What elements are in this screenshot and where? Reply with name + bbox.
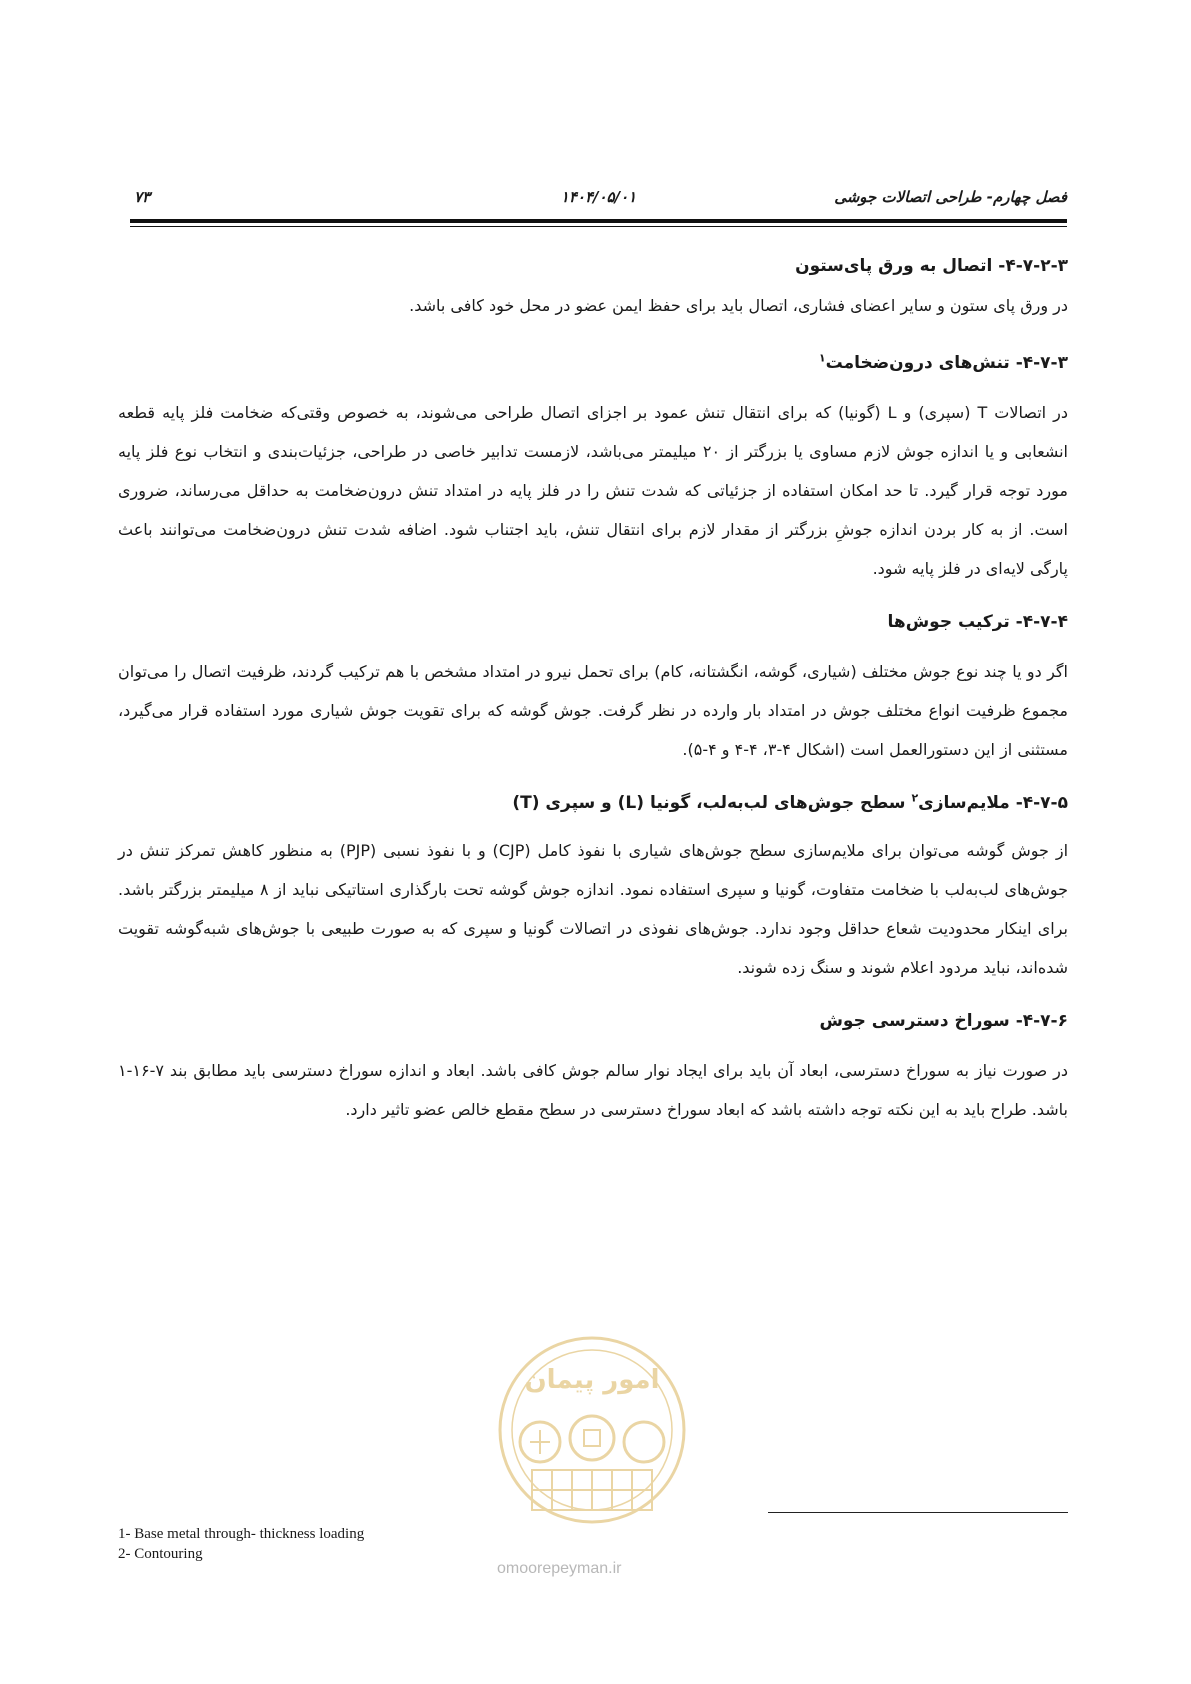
section-paragraph: در صورت نیاز به سوراخ دسترسی، ابعاد آن باید برای ایجاد نوار سالم جوش کافی باشد. ابعاد و اندازه سوراخ دسترسی باید مطابق بند ۷-۱۶-۱ باشد. طراح باید به این نکته توجه داشته باشد که ابعاد سوراخ دسترسی در سطح مقطع خالص عضو تاثیر دارد. — [118, 1061, 1068, 1119]
section-paragraph: از جوش گوشه می‌توان برای ملایم‌سازی سطح جوش‌های شیاری با نفوذ کامل (CJP) و با نفوذ نسبی (PJP) به منظور کاهش تمرکز تنش در جوش‌های لب‌به‌لب با ضخامت متفاوت، گونیا و سپری استفاده نمود. اندازه جوش گوشه تحت بارگذاری استاتیکی نباید از ۸ میلیمتر بزرگتر باشد. برای اینکار محدودیت شعاع حداقل وجود ندارد. جوش‌های نفوذی در اتصالات گونیا و سپری که به صورت طبیعی با جوش‌های شبه‌گوشه تقویت شده‌اند، نباید مردود اعلام شوند و سنگ زده شوند. — [118, 841, 1069, 977]
watermark-logo-icon — [492, 1330, 692, 1560]
section-heading: ۴-۷-۲-۳- اتصال به ورق پای‌ستون — [795, 256, 1068, 276]
section-heading: ۴-۷-۶- سوراخ دسترسی جوش — [819, 1011, 1068, 1031]
page-header — [130, 188, 1067, 216]
footnote-ref: ۱ — [818, 351, 826, 365]
header-rule-thick — [130, 219, 1067, 223]
footnote-ref: ۲ — [911, 791, 919, 805]
heading-text: ۴-۷-۳- تنش‌های درون‌ضخامت — [825, 353, 1068, 373]
watermark-logo-text: امور پیمان — [524, 1365, 660, 1395]
heading-text: ۴-۷-۵- ملایم‌سازی — [918, 793, 1068, 813]
watermark-url: omoorepeyman.ir — [497, 1560, 622, 1577]
section-heading — [118, 347, 1068, 379]
section-heading: ۴-۷-۴- ترکیب جوش‌ها — [887, 612, 1068, 632]
section-paragraph: در اتصالات T (سپری) و L (گونیا) که برای انتقال تنش عمود بر اجزای اتصال طراحی می‌شوند، به خصوص وقتی‌که ضخامت فلز پایه قطعه انشعابی و یا اندازه جوش لازم مساوی یا بزرگتر از ۲۰ میلیمتر می‌باشد، لازمست تدابیر خاصی در طراحی، جزئیات‌بندی و انتخاب نوع فلز پایه مورد توجه قرار گیرد. تا حد امکان استفاده از جزئیاتی که شدت تنش را در فلز پایه در امتداد تنش درون‌ضخامت به حداقل می‌رساند، ضروری است. از به کار بردن اندازه جوشِ بزرگتر از مقدار لازم برای انتقال تنش، باید اجتناب شود. اضافه شدت تنش درون‌ضخامت می‌توانند باعث پارگی لایه‌ای در فلز پایه شود. — [118, 403, 1068, 578]
page-number: ۷۳ — [134, 188, 151, 206]
page-body — [118, 248, 1068, 1129]
header-date: ۱۴۰۴/۰۵/۰۱ — [560, 188, 637, 206]
section-paragraph: در ورق پای ستون و سایر اعضای فشاری، اتصال باید برای حفظ ایمن عضو در محل خود کافی باشد. — [409, 296, 1068, 315]
section-paragraph: اگر دو یا چند نوع جوش مختلف (شیاری، گوشه، انگشتانه، کام) برای تحمل نیرو در امتداد مشخص با هم ترکیب گردند، ظرفیت اتصال را می‌توان مجموع ظرفیت انواع مختلف جوش در امتداد بار وارده در نظر گرفت. جوش گوشه که برای تقویت جوش شیاری مورد استفاده قرار می‌گیرد، مستثنی از این دستورالعمل است (اشکال ۴-۳، ۴-۴ و ۴-۵). — [118, 662, 1068, 759]
section-heading — [118, 787, 1068, 819]
chapter-title: فصل چهارم- طراحی اتصالات جوشی — [834, 188, 1067, 206]
footnote-1: 1- Base metal through- thickness loading — [118, 1526, 365, 1542]
footnote-2: 2- Contouring — [118, 1546, 203, 1562]
header-rule-thin — [130, 226, 1067, 227]
footnotes — [118, 1524, 364, 1564]
heading-text: سطح جوش‌های لب‌به‌لب، گونیا (L) و سپری (T) — [512, 793, 912, 813]
footnote-separator — [768, 1512, 1068, 1513]
